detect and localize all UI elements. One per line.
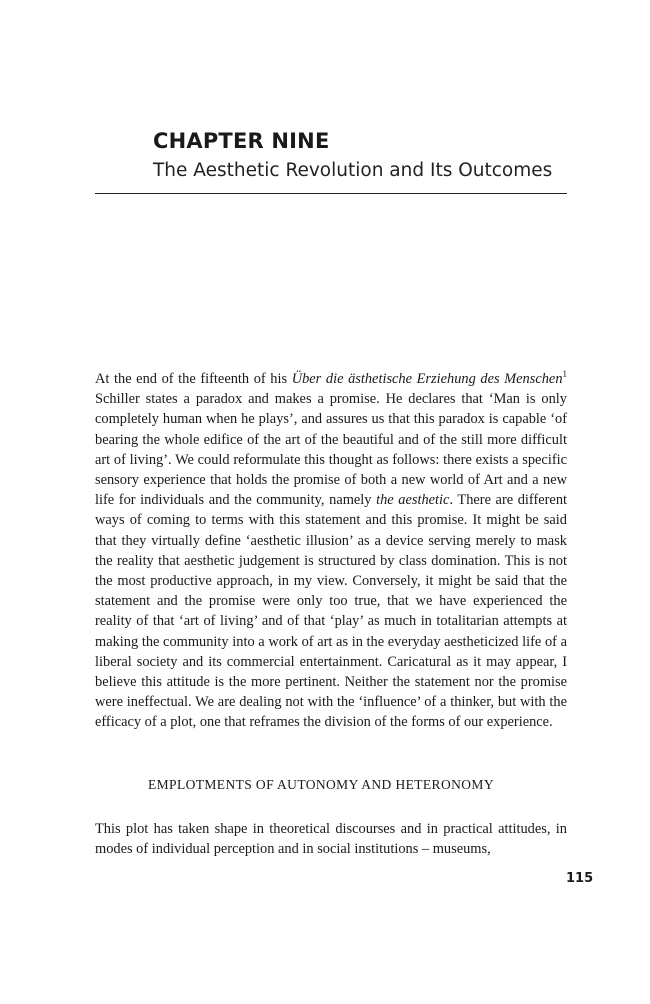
paragraph-lead: At the end of the fifteenth of his xyxy=(95,371,292,387)
book-title: Über die ästhetische Erziehung des Menschen xyxy=(291,371,563,387)
section-heading: EMPLOTMENTS OF AUTONOMY AND HETERONOMY xyxy=(148,777,494,792)
chapter-header xyxy=(153,128,573,184)
footnote-marker[interactable]: 1 xyxy=(562,369,568,380)
paragraph-opening xyxy=(95,369,567,733)
paragraph-second: This plot has taken shape in theoretical discourses and in practical attitudes, in modes of individual perception and in social institutions – museums, xyxy=(95,821,567,858)
aesthetic-term: the aesthetic xyxy=(376,492,450,509)
paragraph-end: . There are different ways of coming to terms with this statement and this promise. It might be said that they virtually define ‘aesthetic illusion’ as a device serving merely to mask the reality that aesthetic judgement is structured by class domination. This is not the most productive approach, in my view. Conversely, it might be said that the statement and the promise were only too true, that we have experienced the reality of that ‘art of living’ and of that ‘play’ as much in totalitarian attempts at making the community into a work of art as in the everyday aestheticized life of a liberal society and its commercial entertainment. Caricatural as it may appear, I believe this attitude is the more pertinent. Neither the statement nor the promise were ineffectual. We are dealing not with the ‘influence’ of a thinker, but with the efficacy of a plot, one that reframes the division of the forms of our experience. xyxy=(95,492,568,731)
chapter-title: The Aesthetic Revolution and Its Outcomes xyxy=(153,160,553,181)
chapter-label: CHAPTER NINE xyxy=(153,129,330,153)
paragraph-middle: Schiller states a paradox and makes a promise. He declares that ‘Man is only completely human when he plays’, and assures us that this paradox is capable ‘of bearing the whole edifice of the art of the beautiful and of the still more difficult art of living’. We could reformulate this thought as follows: there exists a specific sensory experience that holds the promise of both a new world of Art and a new life for individuals and the community, namely xyxy=(95,391,567,509)
page-number: 115 xyxy=(566,871,594,886)
header-rule xyxy=(95,193,567,194)
